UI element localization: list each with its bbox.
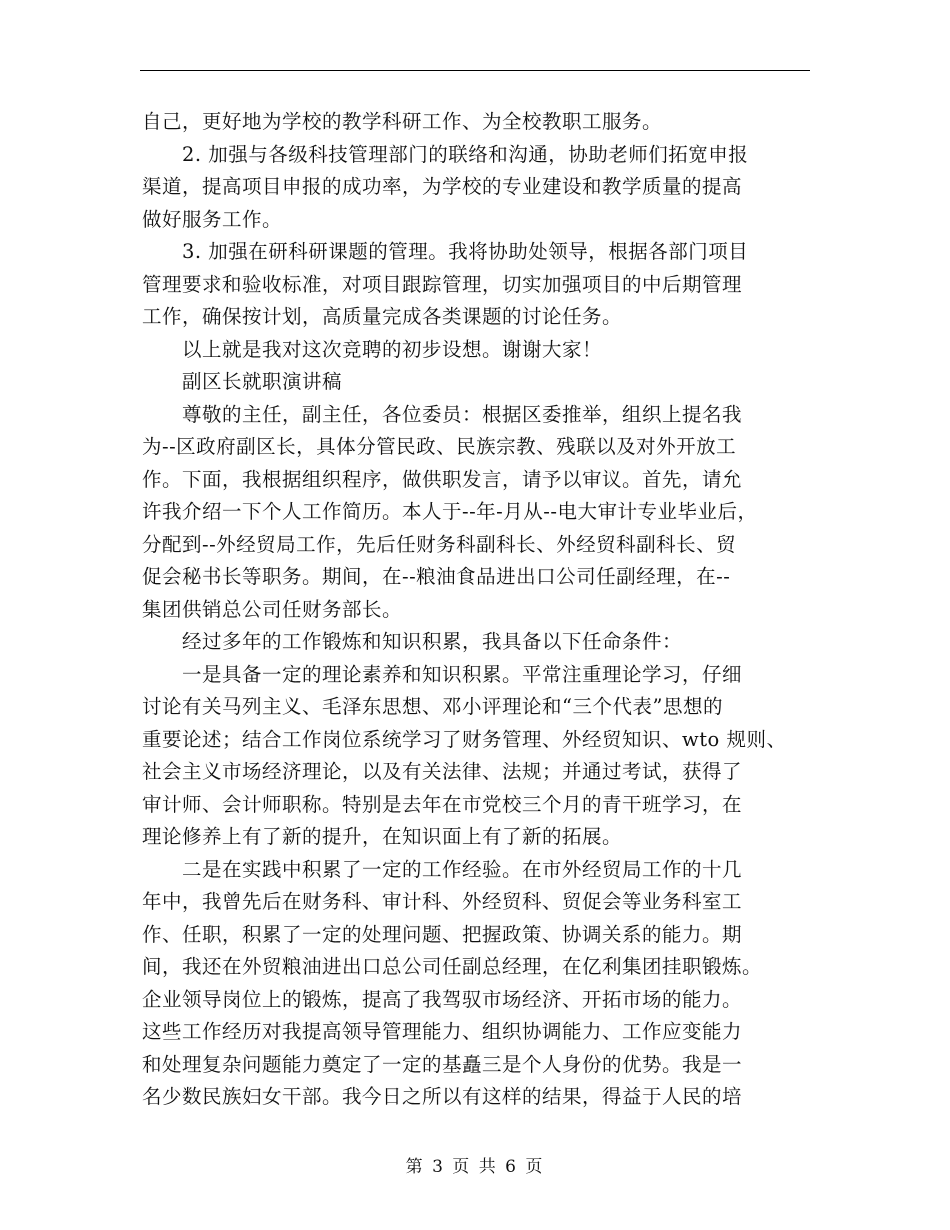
text-line: 审计师、会计师职称。特别是去年在市党校三个月的青干班学习，在: [142, 792, 743, 816]
text-line: 理论修养上有了新的提升，在知识面上有了新的拓展。: [142, 825, 623, 848]
text-line: 为--区政府副区长，具体分管民政、民族宗教、残联以及对外开放工: [142, 435, 737, 458]
text-line: 尊敬的主任，副主任，各位委员：根据区委推举，组织上提名我: [142, 402, 743, 426]
text-line: 间，我还在外贸粮油进出口总公司任副总经理，在亿利集团挂职锻炼。: [142, 955, 763, 978]
text-line: 自己，更好地为学校的教学科研工作、为全校教职工服务。: [142, 110, 663, 133]
header-rule: [140, 70, 810, 71]
text-line: 分配到--外经贸局工作，先后任财务科副科长、外经贸科副科长、贸: [142, 532, 737, 556]
text-line: 经过多年的工作锻炼和知识积累，我具备以下任命条件：: [142, 630, 683, 653]
text-line: 做好服务工作。: [142, 207, 283, 231]
text-line: 工作，确保按计划，高质量完成各类课题的讨论任务。: [142, 305, 623, 328]
text-line: 重要论述；结合工作岗位系统学习了财务管理、外经贸知识、wto 规则、: [142, 727, 787, 751]
text-line: 渠道，提高项目申报的成功率，为学校的专业建设和教学质量的提高: [142, 175, 743, 198]
text-line: 二是在实践中积累了一定的工作经验。在市外经贸局工作的十几: [142, 857, 743, 881]
text-line: 管理要求和验收标准，对项目跟踪管理，切实加强项目的中后期管理: [142, 272, 743, 296]
text-line: 以上就是我对这次竞聘的初步设想。谢谢大家！: [142, 337, 603, 361]
text-line: 许我介绍一下个人工作简历。本人于--年-月从--电大审计专业毕业后，: [142, 500, 758, 523]
text-line: 一是具备一定的理论素养和知识积累。平常注重理论学习，仔细: [142, 662, 743, 686]
text-line: 年中，我曾先后在财务科、审计科、外经贸科、贸促会等业务科室工: [142, 890, 743, 913]
text-line: 2. 加强与各级科技管理部门的联络和沟通，协助老师们拓宽申报: [142, 142, 749, 166]
text-line: 社会主义市场经济理论，以及有关法律、法规；并通过考试，获得了: [142, 760, 743, 783]
page-number-footer: 第 3 页 共 6 页: [405, 1157, 545, 1177]
text-line: 3. 加强在研科研课题的管理。我将协助处领导，根据各部门项目: [142, 240, 749, 263]
document-body: [142, 106, 822, 1114]
text-line: 和处理复杂问题能力奠定了一定的基矗三是个人身份的优势。我是一: [142, 1052, 743, 1076]
text-line: 促会秘书长等职务。期间，在--粮油食品进出口公司任副经理，在--: [142, 565, 731, 588]
text-line: 集团供销总公司任财务部长。: [142, 597, 403, 621]
text-line: 讨论有关马列主义、毛泽东思想、邓小评理论和“三个代表”思想的: [142, 695, 723, 718]
text-line: 这些工作经历对我提高领导管理能力、组织协调能力、工作应变能力: [142, 1020, 743, 1043]
text-line: 作。下面，我根据组织程序，做供职发言，请予以审议。首先，请允: [142, 467, 743, 491]
text-line: 名少数民族妇女干部。我今日之所以有这样的结果，得益于人民的培: [142, 1085, 743, 1108]
section-title: 副区长就职演讲稿: [142, 370, 343, 393]
text-line: 企业领导岗位上的锻炼，提高了我驾驭市场经济、开拓市场的能力。: [142, 987, 743, 1011]
text-line: 作、任职，积累了一定的处理问题、把握政策、协调关系的能力。期: [142, 922, 743, 946]
